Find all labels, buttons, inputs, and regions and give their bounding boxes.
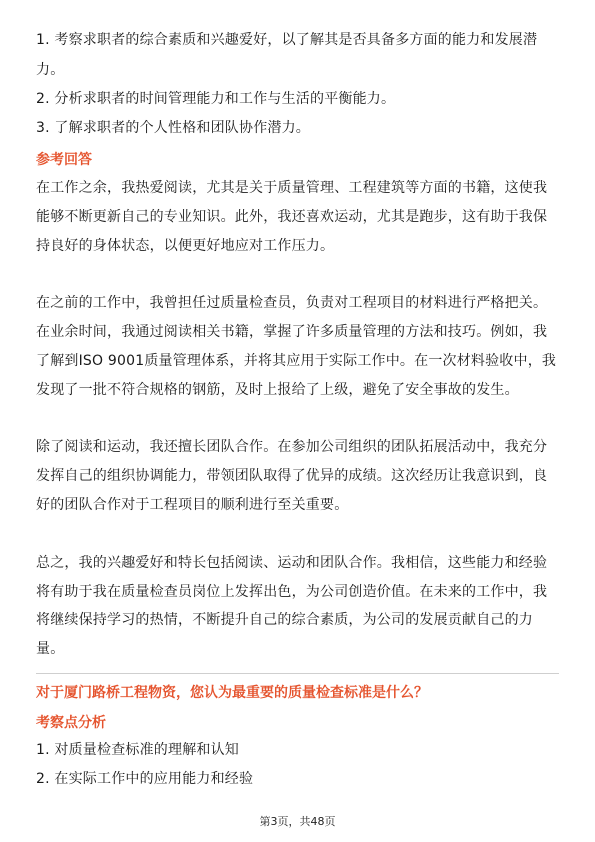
paragraph-3-line-2: 发挥自己的组织协调能力，带领团队取得了优异的成绩。这次经历让我意识到，良 xyxy=(36,468,548,484)
paragraph-4-line-3: 将继续保持学习的热情，不断提升自己的综合素质，为公司的发展贡献自己的力 xyxy=(36,612,533,628)
paragraph-3-line-3: 好的团队合作对于工程项目的顺利进行至关重要。 xyxy=(36,497,349,513)
intro-point-2: 2. 分析求职者的时间管理能力和工作与生活的平衡能力。 xyxy=(36,91,396,107)
page-footer: 第3页，共48页 xyxy=(259,815,336,828)
paragraph-2-line-3: 了解到ISO 9001质量管理体系，并将其应用于实际工作中。在一次材料验收中，我 xyxy=(36,353,557,369)
paragraph-2-line-2: 在业余时间，我通过阅读相关书籍，掌握了许多质量管理的方法和技巧。例如，我 xyxy=(36,324,548,340)
paragraph-2-line-1: 在之前的工作中，我曾担任过质量检查员，负责对工程项目的材料进行严格把关。 xyxy=(36,295,548,311)
answer-heading: 参考回答 xyxy=(36,152,92,168)
paragraph-1-line-1: 在工作之余，我热爱阅读，尤其是关于质量管理、工程建筑等方面的书籍，这使我 xyxy=(36,180,548,196)
analysis-heading: 考察点分析 xyxy=(36,715,106,731)
paragraph-3-line-1: 除了阅读和运动，我还擅长团队合作。在参加公司组织的团队拓展活动中，我充分 xyxy=(36,439,548,455)
paragraph-1-line-3: 持良好的身体状态，以便更好地应对工作压力。 xyxy=(36,238,335,254)
intro-point-3: 3. 了解求职者的个人性格和团队协作潜力。 xyxy=(36,120,311,136)
intro-point-1: 1. 考察求职者的综合素质和兴趣爱好，以了解其是否具备多方面的能力和发展潜 xyxy=(36,32,538,48)
analysis-point-2: 2. 在实际工作中的应用能力和经验 xyxy=(36,771,254,787)
question-heading: 对于厦门路桥工程物资，您认为最重要的质量检查标准是什么？ xyxy=(36,685,428,701)
paragraph-2-line-4: 发现了一批不符合规格的钢筋，及时上报给了上级，避免了安全事故的发生。 xyxy=(36,382,519,398)
paragraph-4-line-1: 总之，我的兴趣爱好和特长包括阅读、运动和团队合作。我相信，这些能力和经验 xyxy=(36,555,548,571)
section-divider xyxy=(36,673,559,674)
paragraph-4-line-4: 量。 xyxy=(36,641,65,657)
intro-point-1-cont: 力。 xyxy=(36,62,65,78)
analysis-point-1: 1. 对质量检查标准的理解和认知 xyxy=(36,742,240,758)
paragraph-1-line-2: 能够不断更新自己的专业知识。此外，我还喜欢运动，尤其是跑步，这有助于我保 xyxy=(36,209,548,225)
paragraph-4-line-2: 将有助于我在质量检查员岗位上发挥出色，为公司创造价值。在未来的工作中，我 xyxy=(36,584,548,600)
